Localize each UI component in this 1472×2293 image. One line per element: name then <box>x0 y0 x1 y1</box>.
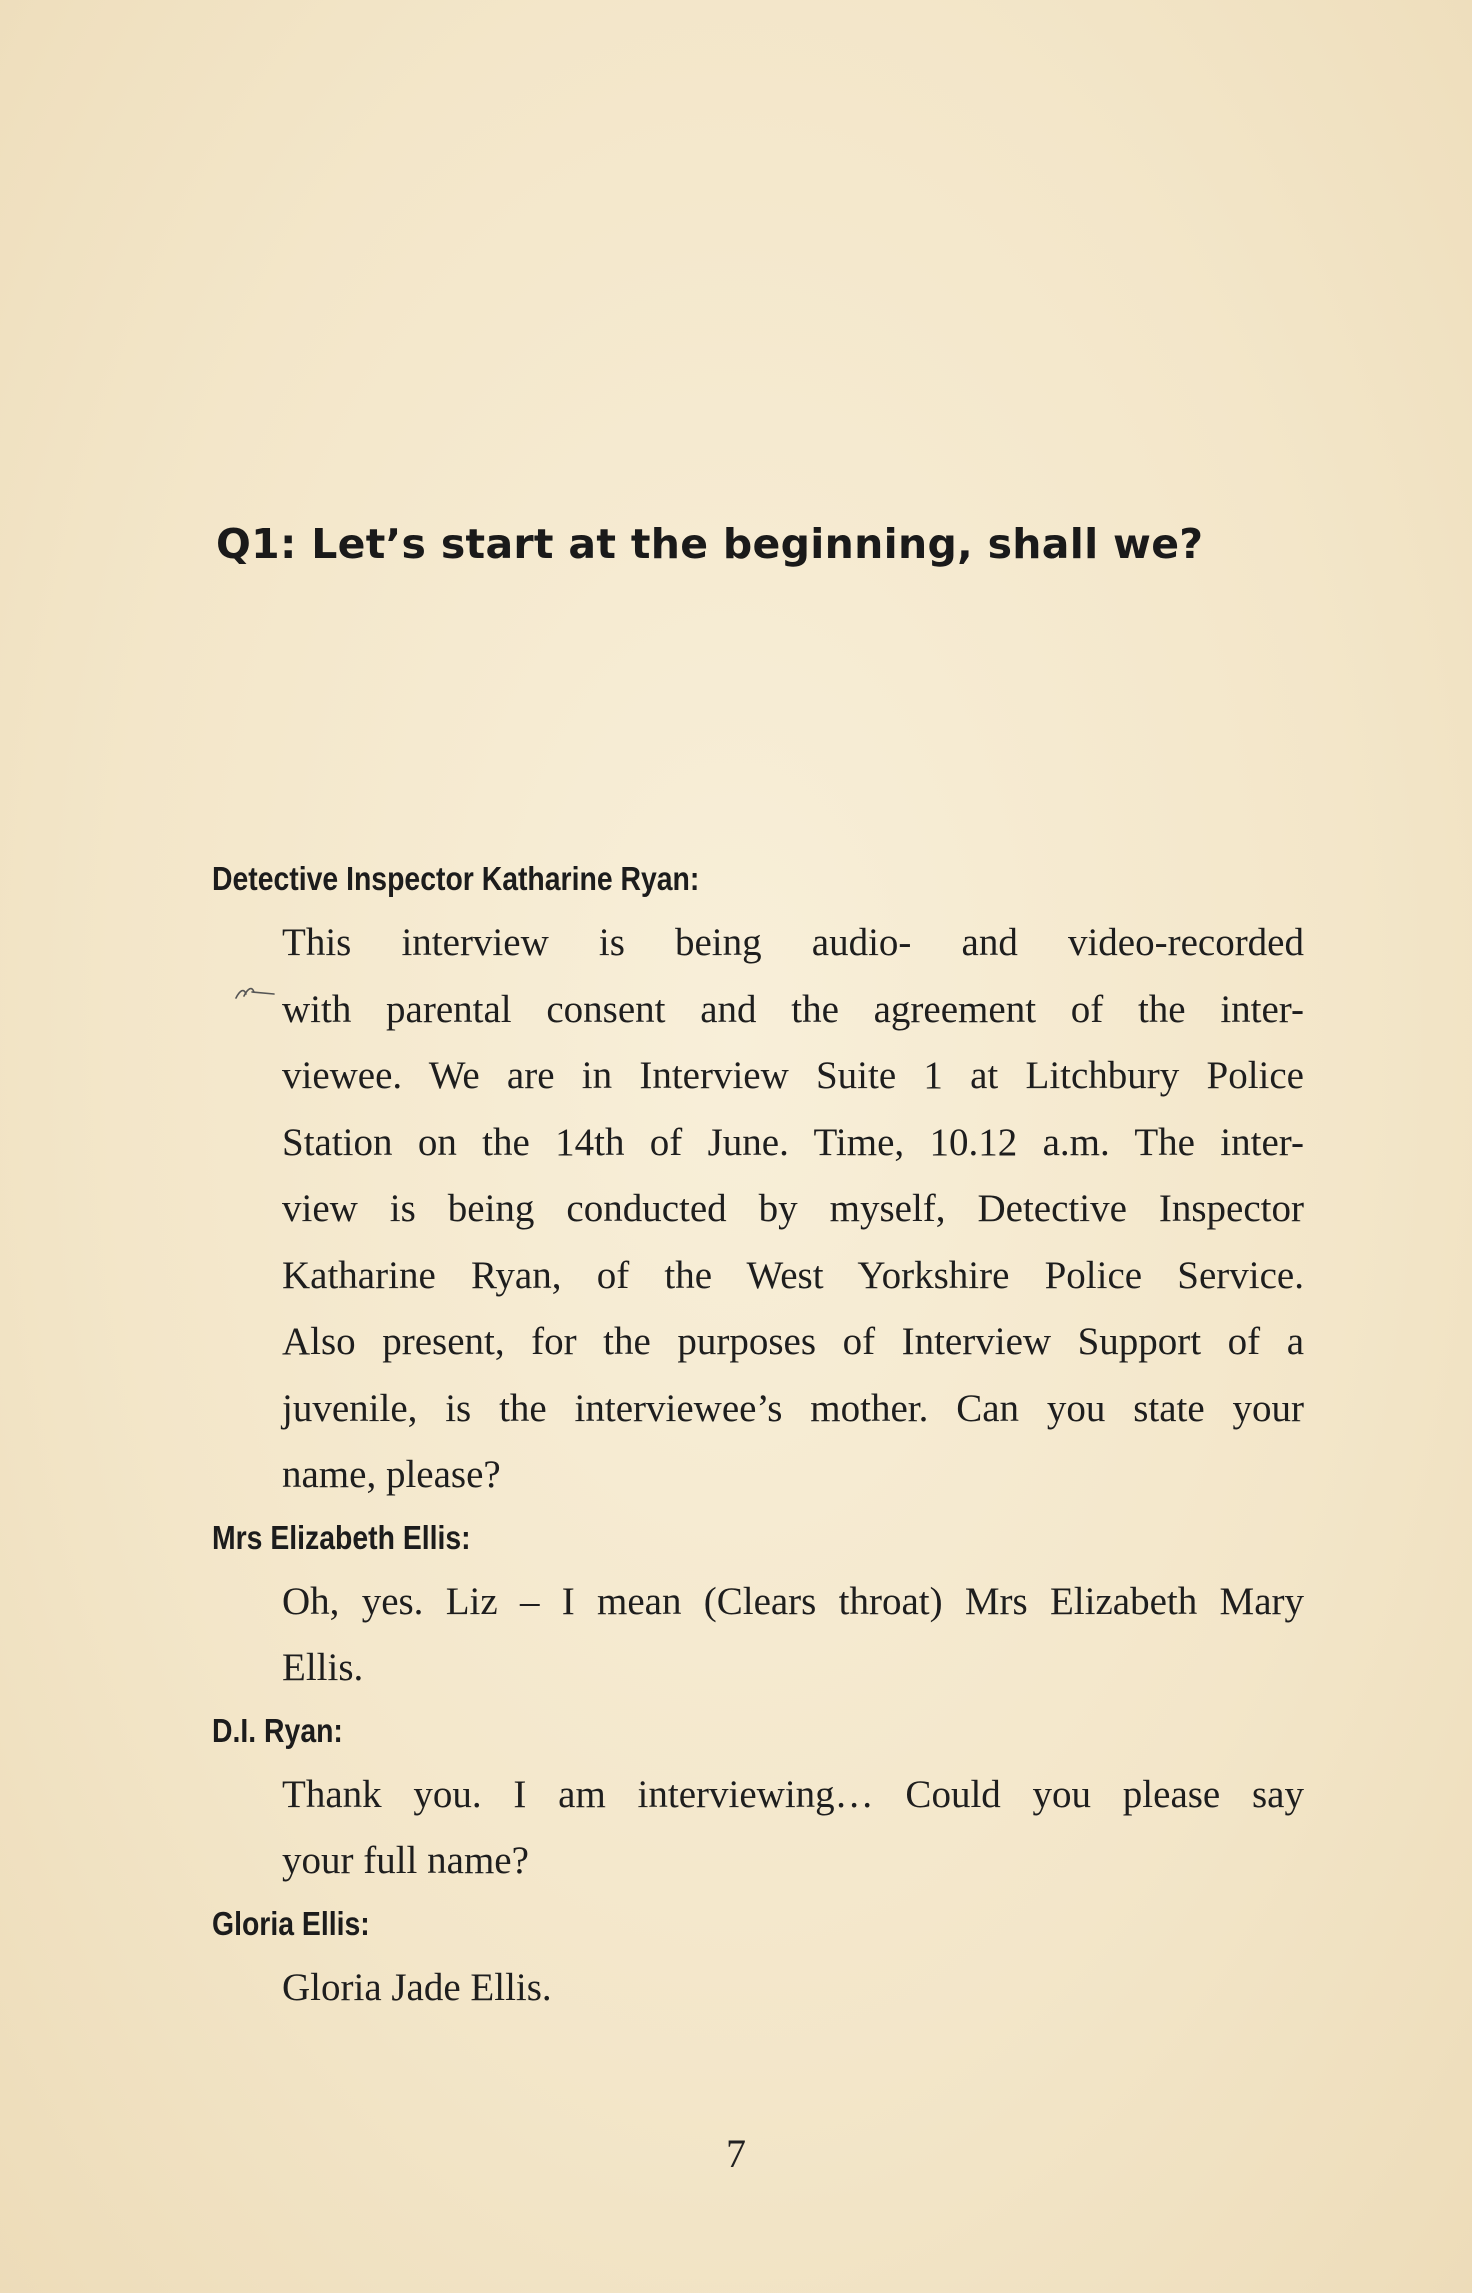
speech-line: viewee. We are in Interview Suite 1 at Litchbury Police <box>282 1054 1304 1097</box>
speech-line: Gloria Jade Ellis. <box>282 1965 552 2009</box>
chapter-heading: Q1: Let’s start at the beginning, shall we? <box>216 520 1204 568</box>
speaker-name: Mrs Elizabeth Ellis: <box>212 1518 471 1556</box>
speech-line: Also present, for the purposes of Interview Support of a <box>282 1320 1304 1363</box>
speech-line: your full name? <box>282 1839 529 1882</box>
speech-line: Katharine Ryan, of the West Yorkshire Police Service. <box>282 1253 1304 1297</box>
speaker-name: D.I. Ryan: <box>212 1711 343 1749</box>
interview-transcript <box>212 856 1312 2027</box>
dialogue-entry <box>212 1901 1312 2022</box>
speech-line: juvenile, is the interviewee’s mother. Can you state your <box>282 1386 1304 1430</box>
speech-text <box>282 1762 1304 1895</box>
speech-line: with parental consent and the agreement of the inter- <box>282 987 1304 1031</box>
speaker-name: Detective Inspector Katharine Ryan: <box>212 860 700 897</box>
speech-line: view is being conducted by myself, Detective Inspector <box>282 1187 1304 1230</box>
speech-line: Thank you. I am interviewing… Could you please say <box>282 1772 1304 1816</box>
speech-line: name, please? <box>282 1453 501 1496</box>
speech-line: Ellis. <box>282 1646 364 1689</box>
page-number: 7 <box>726 2131 746 2176</box>
speaker-name: Gloria Ellis: <box>212 1904 370 1942</box>
speech-text <box>282 910 1304 1509</box>
speech-line: Station on the 14th of June. Time, 10.12 a.m. The inter- <box>282 1120 1304 1164</box>
speech-line: Oh, yes. Liz – I mean (Clears throat) Mrs Elizabeth Mary <box>282 1579 1304 1623</box>
dialogue-entry <box>212 1708 1312 1895</box>
dialogue-entry <box>212 856 1312 1509</box>
speech-text <box>282 1955 1304 2022</box>
speech-line: This interview is being audio- and video-recorded <box>282 921 1304 964</box>
speech-text <box>282 1569 1304 1702</box>
dialogue-entry <box>212 1515 1312 1702</box>
